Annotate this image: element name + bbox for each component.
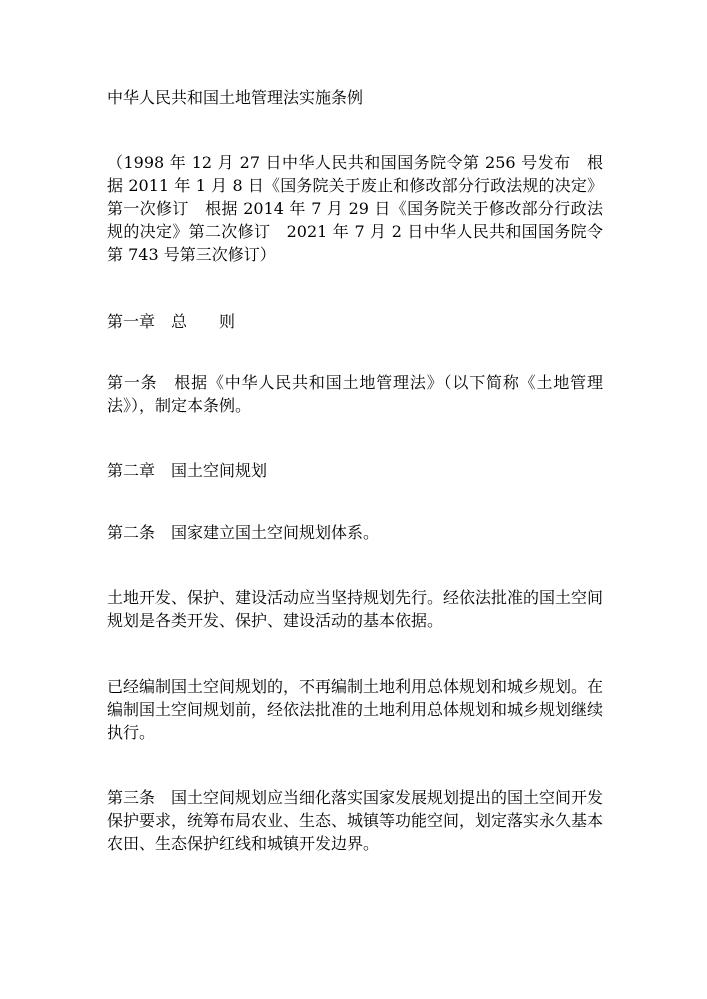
document-title: 中华人民共和国土地管理法实施条例 (107, 88, 364, 107)
article-2: 第二条 国家建立国土空间规划体系。 (107, 523, 380, 542)
article-2-paragraph-3: 已经编制国土空间规划的，不再编制土地利用总体规划和城乡规划。在编制国土空间规划前，经依法批准的土地利用总体规划和城乡规划继续执行。 (107, 677, 604, 742)
revision-history: （1998 年 12 月 27 日中华人民共和国国务院令第 256 号发布 根据 2011 年 1 月 8 日《国务院关于废止和修改部分行政法规的决定》第一次修订 根据 2014 年 7 月 29 日《国务院关于修改部分行政法规的决定》第二次修订 2021 年 7 月 2 日中华人民共和国国务院令第 743 号第三次修订） (107, 153, 603, 264)
article-1: 第一条 根据《中华人民共和国土地管理法》（以下简称《土地管理法》），制定本条例。 (107, 373, 603, 415)
chapter-1-heading: 第一章 总 则 (107, 312, 236, 331)
article-2-paragraph-2: 土地开发、保护、建设活动应当坚持规划先行。经依法批准的国土空间规划是各类开发、保护、建设活动的基本依据。 (107, 588, 604, 630)
chapter-2-heading: 第二章 国土空间规划 (107, 461, 268, 480)
article-3: 第三条 国土空间规划应当细化落实国家发展规划提出的国土空间开发保护要求，统筹布局农业、生态、城镇等功能空间，划定落实永久基本农田、生态保护红线和城镇开发边界。 (107, 788, 604, 853)
